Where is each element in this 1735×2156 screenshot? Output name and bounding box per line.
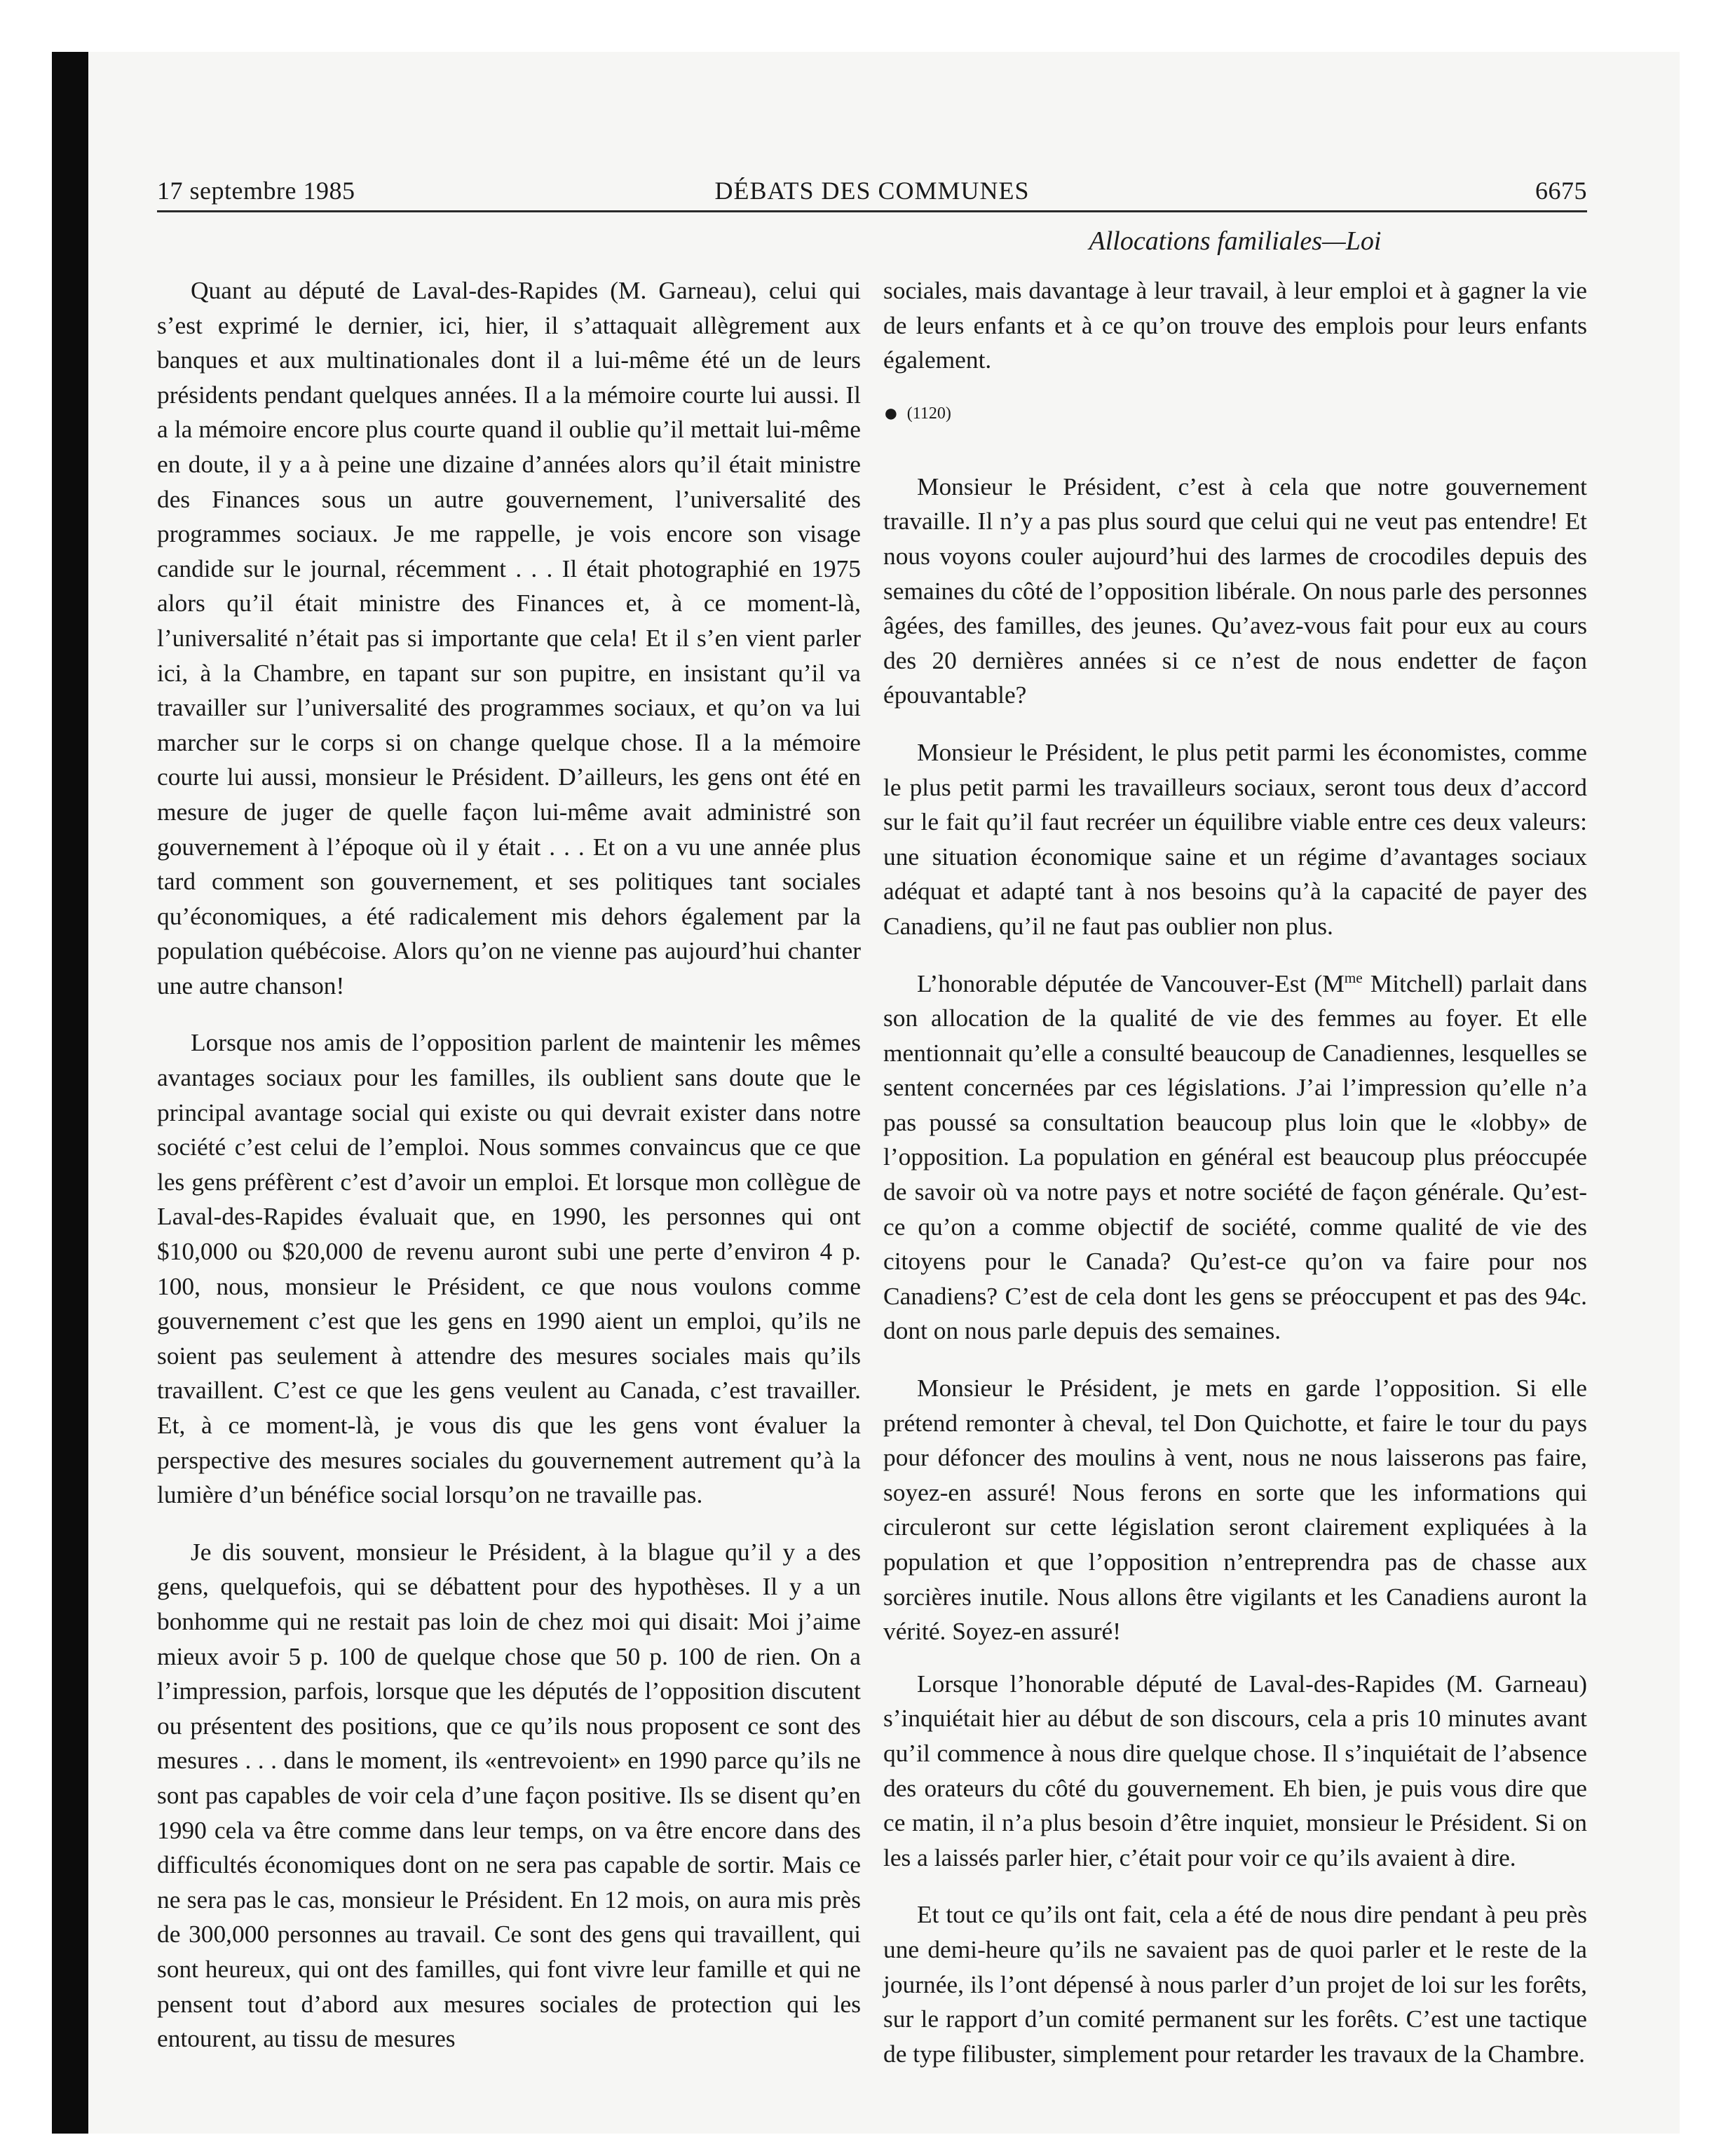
paragraph: Monsieur le Président, je mets en garde l’opposition. Si elle prétend remonter à cheval, tel Don Quichotte, et faire le tour du pays pour défoncer des moulins à vent, nous ne nous laisserons pas faire, soyez-en assuré! Nous ferons en sorte que les informations qui circuleront sur cette législation seront clairement expliquées à la population et que l’opposition n’entreprendra pas de chasse aux sorcières inutile. Nous allons être vigilants et les Canadiens auront la vérité. Soyez-en assuré! <box>883 1374 1587 1646</box>
header-title: DÉBATS DES COMMUNES <box>714 177 1030 205</box>
header-rule <box>157 210 1587 212</box>
page-header <box>157 174 1587 207</box>
paragraph: Quant au député de Laval-des-Rapides (M. Garneau), celui qui s’est exprimé le dernier, ici, hier, il s’attaquait allègrement aux banques et aux multinationales dont il a lui-même été un de leurs présidents pendant quelques années. Il a la mémoire courte lui aussi. Il a la mémoire encore plus courte quand il oublie qu’il mettait lui-même en doute, il y a à peine une dizaine d’années alors qu’il était ministre des Finances sous un autre gouvernement, l’universalité des programmes sociaux. Je me rappelle, je vois encore son visage candide sur le journal, récemment . . . Il était photographié en 1975 alors qu’il était ministre des Finances et, à ce moment-là, l’universalité n’était pas si importante que cela! Et il s’en vient parler ici, à la Chambre, en tapant sur son pupitre, en insistant qu’il va travailler sur l’universalité des programmes sociaux, et qu’on va lui marcher sur le corps si on change quelque chose. Il a la mémoire courte lui aussi, monsieur le Président. D’ailleurs, les gens ont été en mesure de juger de quelle façon lui-même avait administré son gouvernement à l’époque où il y était . . . Et on a vu une année plus tard comment son gouvernement, et ses politiques tant sociales qu’économiques, a été radicalement mis dehors également par la population québécoise. Alors qu’on ne vienne pas aujourd’hui chanter une autre chanson! <box>157 276 861 999</box>
paragraph-text: L’honorable députée de Vancouver-Est (M <box>917 969 1345 997</box>
header-date: 17 septembre 1985 <box>157 177 355 205</box>
bullet-icon: ● <box>883 398 899 427</box>
paragraph: Je dis souvent, monsieur le Président, à la blague qu’il y a des gens, quelquefois, qui se débattent pour des hypothèses. Il y a un bonhomme qui ne restait pas loin de chez moi qui disait: Moi j’aime mieux avoir 5 p. 100 de quelque chose que 50 p. 100 de rien. On a l’impression, parfois, lorsque que les députés de l’opposition discutent ou présentent des positions, que ce qu’ils nous proposent ce sont des mesures . . . dans le moment, ils «entrevoient» en 1990 parce qu’ils ne sont pas capables de voir cela d’une façon positive. Ils se disent qu’en 1990 cela va être comme dans leur temps, on va être encore dans des difficultés économiques dont on ne sera pas capable de sortir. Mais ce ne sera pas le cas, monsieur le Président. En 12 mois, on aura mis près de 300,000 personnes au travail. Ce sont des gens qui travaillent, qui sont heureux, qui ont des familles, qui font vivre leur famille et qui ne pensent tout d’abord aux mesures sociales de protection qui les entourent, au tissu de mesures <box>157 1537 861 2053</box>
time-marker-text: (1120) <box>906 404 951 423</box>
paragraph: Et tout ce qu’ils ont fait, cela a été de nous dire pendant à peu près une demi-heure qu’ils ne savaient pas de quoi parler et le reste de la journée, ils l’ont dépensé à nous parler d’un projet de loi sur les forêts, sur le rapport d’un comité permanent sur les forêts. C’est une tactique de type filibuster, simplement pour retarder les travaux de la Chambre. <box>883 1900 1587 2068</box>
running-head: Allocations familiales—Loi <box>1089 226 1382 256</box>
honorific-superscript: me <box>1344 969 1363 986</box>
left-column <box>157 273 861 2091</box>
paragraph: Lorsque nos amis de l’opposition parlent de maintenir les mêmes avantages sociaux pour les familles, ils oublient sans doute que le principal avantage social qui existe ou qui devrait exister dans notre société c’est celui de l’emploi. Nous sommes convaincus que ce que les gens préfèrent c’est d’avoir un emploi. Et lorsque mon collègue de Laval-des-Rapides évaluait que, en 1990, les personnes qui ont $10,000 ou $20,000 de revenu auront subi une perte d’environ 4 p. 100, nous, monsieur le Président, ce que nous voulons comme gouvernement c’est que les gens en 1990 aient un emploi, qu’ils ne soient pas seulement à attendre des mesures sociales mais qu’ils travaillent. C’est ce que les gens veulent au Canada, c’est travailler. Et, à ce moment-là, je vous dis que les gens vont évaluer la perspective des mesures sociales du gouvernement autrement qu’à la lumière d’un bénéfice social lorsqu’on ne travaille pas. <box>157 1028 861 1509</box>
scan-binding-edge <box>52 52 88 2134</box>
paragraph-continuation: sociales, mais davantage à leur travail, à leur emploi et à gagner la vie de leurs enfants et à ce qu’on trouve des emplois pour leurs enfants également. <box>883 276 1587 374</box>
right-column <box>883 273 1587 2106</box>
paragraph <box>883 967 1587 1349</box>
paragraph-text: Mitchell) parlait dans son allocation de la qualité de vie des femmes au foyer. Et elle mentionnait qu’elle a consulté beaucoup de Canadiennes, lesquelles se sentent concernées par ces législations. J’ai l’impression qu’elle n’a pas poussé sa consultation beaucoup plus loin que le «lobby» de l’opposition. La population en général est beaucoup plus préoccupée de savoir où va notre pays et notre société de façon générale. Qu’est-ce qu’on a comme objectif de société, comme qualité de vie des citoyens pour le Canada? Qu’est-ce qu’on va faire pour nos Canadiens? C’est de cela dont les gens se préoccupent et pas des 94c. dont on nous parle depuis des semaines. <box>883 969 1587 1345</box>
time-marker <box>883 395 1587 431</box>
paragraph: Lorsque l’honorable député de Laval-des-Rapides (M. Garneau) s’inquiétait hier au début de son discours, cela a pris 10 minutes avant qu’il commence à nous dire quelque chose. Il s’inquiétait de l’absence des orateurs du côté du gouvernement. Eh bien, je puis vous dire que ce matin, il n’a plus besoin d’être inquiet, monsieur le Président. Si on les a laissés parler hier, c’était pour voir ce qu’ils avaient à dire. <box>883 1669 1587 1871</box>
page-number: 6675 <box>1535 177 1587 205</box>
paragraph: Monsieur le Président, c’est à cela que notre gouvernement travaille. Il n’y a pas plus sourd que celui qui ne veut pas entendre! Et nous voyons couler aujourd’hui des larmes de crocodiles depuis des semaines du côté de l’opposition libérale. On nous parle des personnes âgées, des familles, des jeunes. Qu’avez-vous fait pour eux au cours des 20 dernières années si ce n’est de nous endetter de façon épouvantable? <box>883 472 1587 709</box>
paragraph: Monsieur le Président, le plus petit parmi les économistes, comme le plus petit parmi les travailleurs sociaux, seront tous deux d’accord sur le fait qu’il faut recréer un équilibre viable entre ces deux valeurs: une situation économique saine et un régime d’avantages sociaux adéquat et adapté tant à nos besoins qu’à la capacité de payer des Canadiens, qu’il ne faut pas oublier non plus. <box>883 737 1587 940</box>
